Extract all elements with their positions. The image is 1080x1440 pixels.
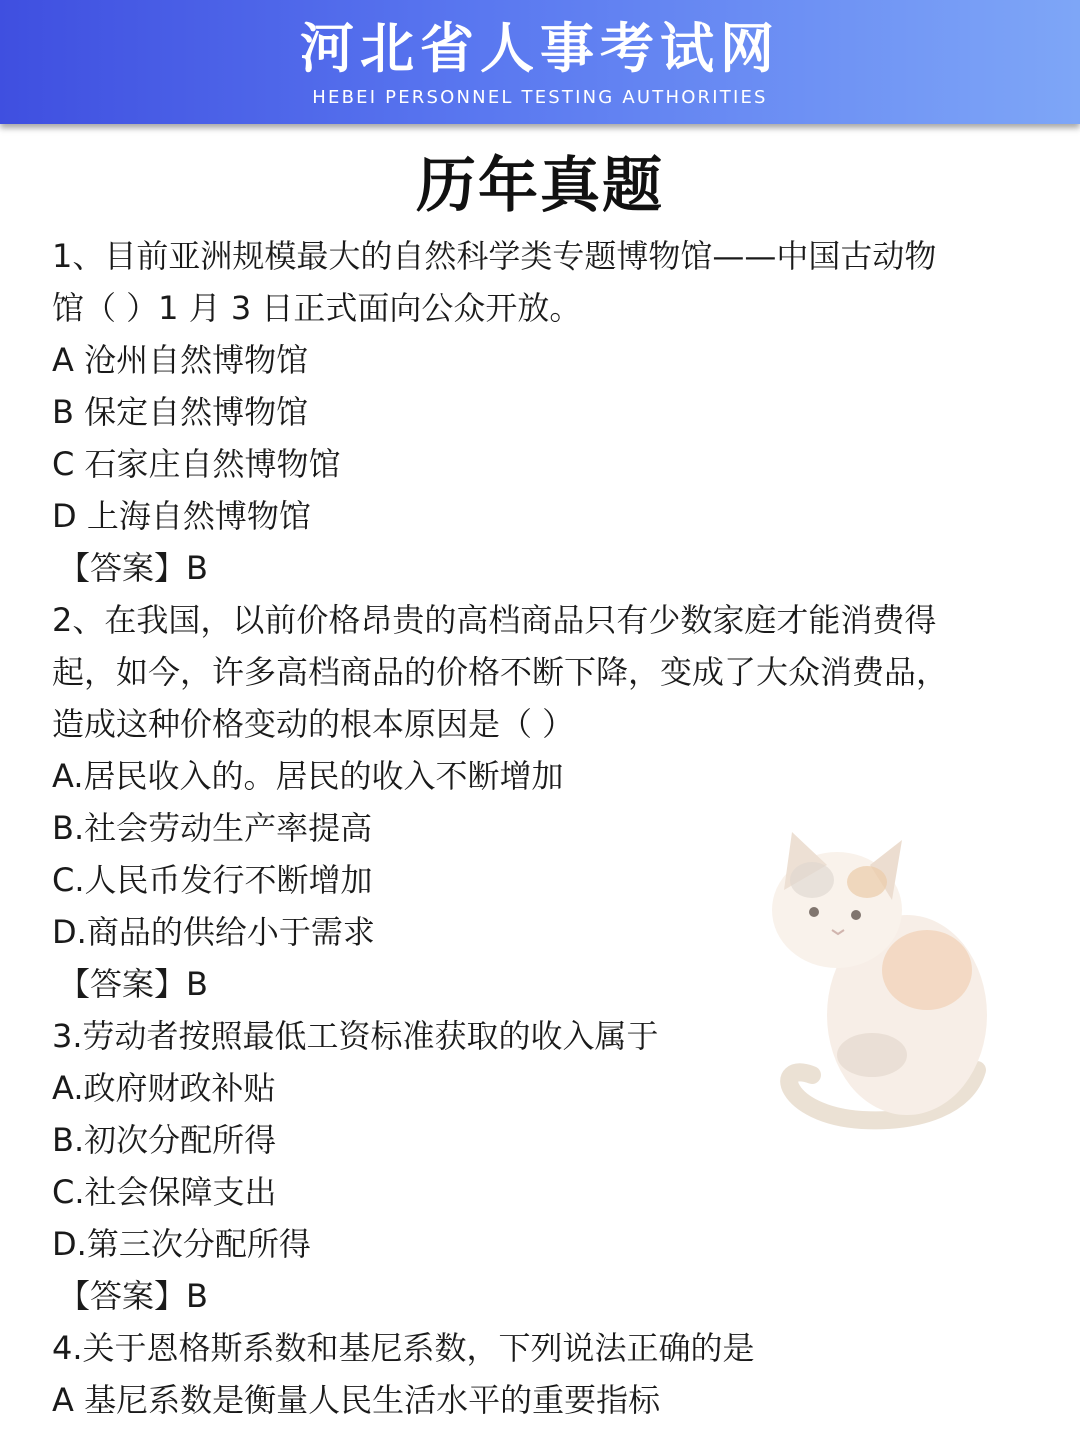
question-list xyxy=(52,230,1027,1426)
question-1-option-a: A 沧州自然博物馆 xyxy=(52,341,309,379)
question-2-option-a: A.居民收入的。居民的收入不断增加 xyxy=(52,757,564,795)
question-2-line-3: 造成这种价格变动的根本原因是（ ） xyxy=(52,705,575,743)
question-1-answer: 【答案】B xyxy=(58,549,208,587)
question-1-option-b: B 保定自然博物馆 xyxy=(52,393,309,431)
question-3-option-b: B.初次分配所得 xyxy=(52,1121,277,1159)
question-2-line-1: 2、在我国，以前价格昂贵的高档商品只有少数家庭才能消费得 xyxy=(52,601,937,639)
site-subtitle: HEBEI PERSONNEL TESTING AUTHORITIES xyxy=(312,87,768,108)
question-1-line-2: 馆（ ）1 月 3 日正式面向公众开放。 xyxy=(52,289,582,327)
question-1-option-d: D 上海自然博物馆 xyxy=(52,497,311,535)
question-2-option-d: D.商品的供给小于需求 xyxy=(52,913,375,951)
site-header-banner xyxy=(0,0,1080,124)
question-2-option-c: C.人民币发行不断增加 xyxy=(52,861,373,899)
question-3-option-c: C.社会保障支出 xyxy=(52,1173,277,1211)
question-2-line-2: 起，如今，许多高档商品的价格不断下降，变成了大众消费品， xyxy=(52,653,949,691)
question-3-option-a: A.政府财政补贴 xyxy=(52,1069,276,1107)
page-title: 历年真题 xyxy=(416,151,664,221)
site-title: 河北省人事考试网 xyxy=(300,17,780,80)
question-4-stem: 4.关于恩格斯系数和基尼系数，下列说法正确的是 xyxy=(52,1329,755,1367)
question-2-answer: 【答案】B xyxy=(58,965,208,1003)
question-3-stem: 3.劳动者按照最低工资标准获取的收入属于 xyxy=(52,1017,659,1055)
question-1-option-c: C 石家庄自然博物馆 xyxy=(52,445,341,483)
question-3-option-d: D.第三次分配所得 xyxy=(52,1225,311,1263)
question-2-option-b: B.社会劳动生产率提高 xyxy=(52,809,373,847)
question-1-line-1: 1、目前亚洲规模最大的自然科学类专题博物馆——中国古动物 xyxy=(52,237,937,275)
question-3-answer: 【答案】B xyxy=(58,1277,208,1315)
question-4-option-a: A 基尼系数是衡量人民生活水平的重要指标 xyxy=(52,1381,661,1419)
